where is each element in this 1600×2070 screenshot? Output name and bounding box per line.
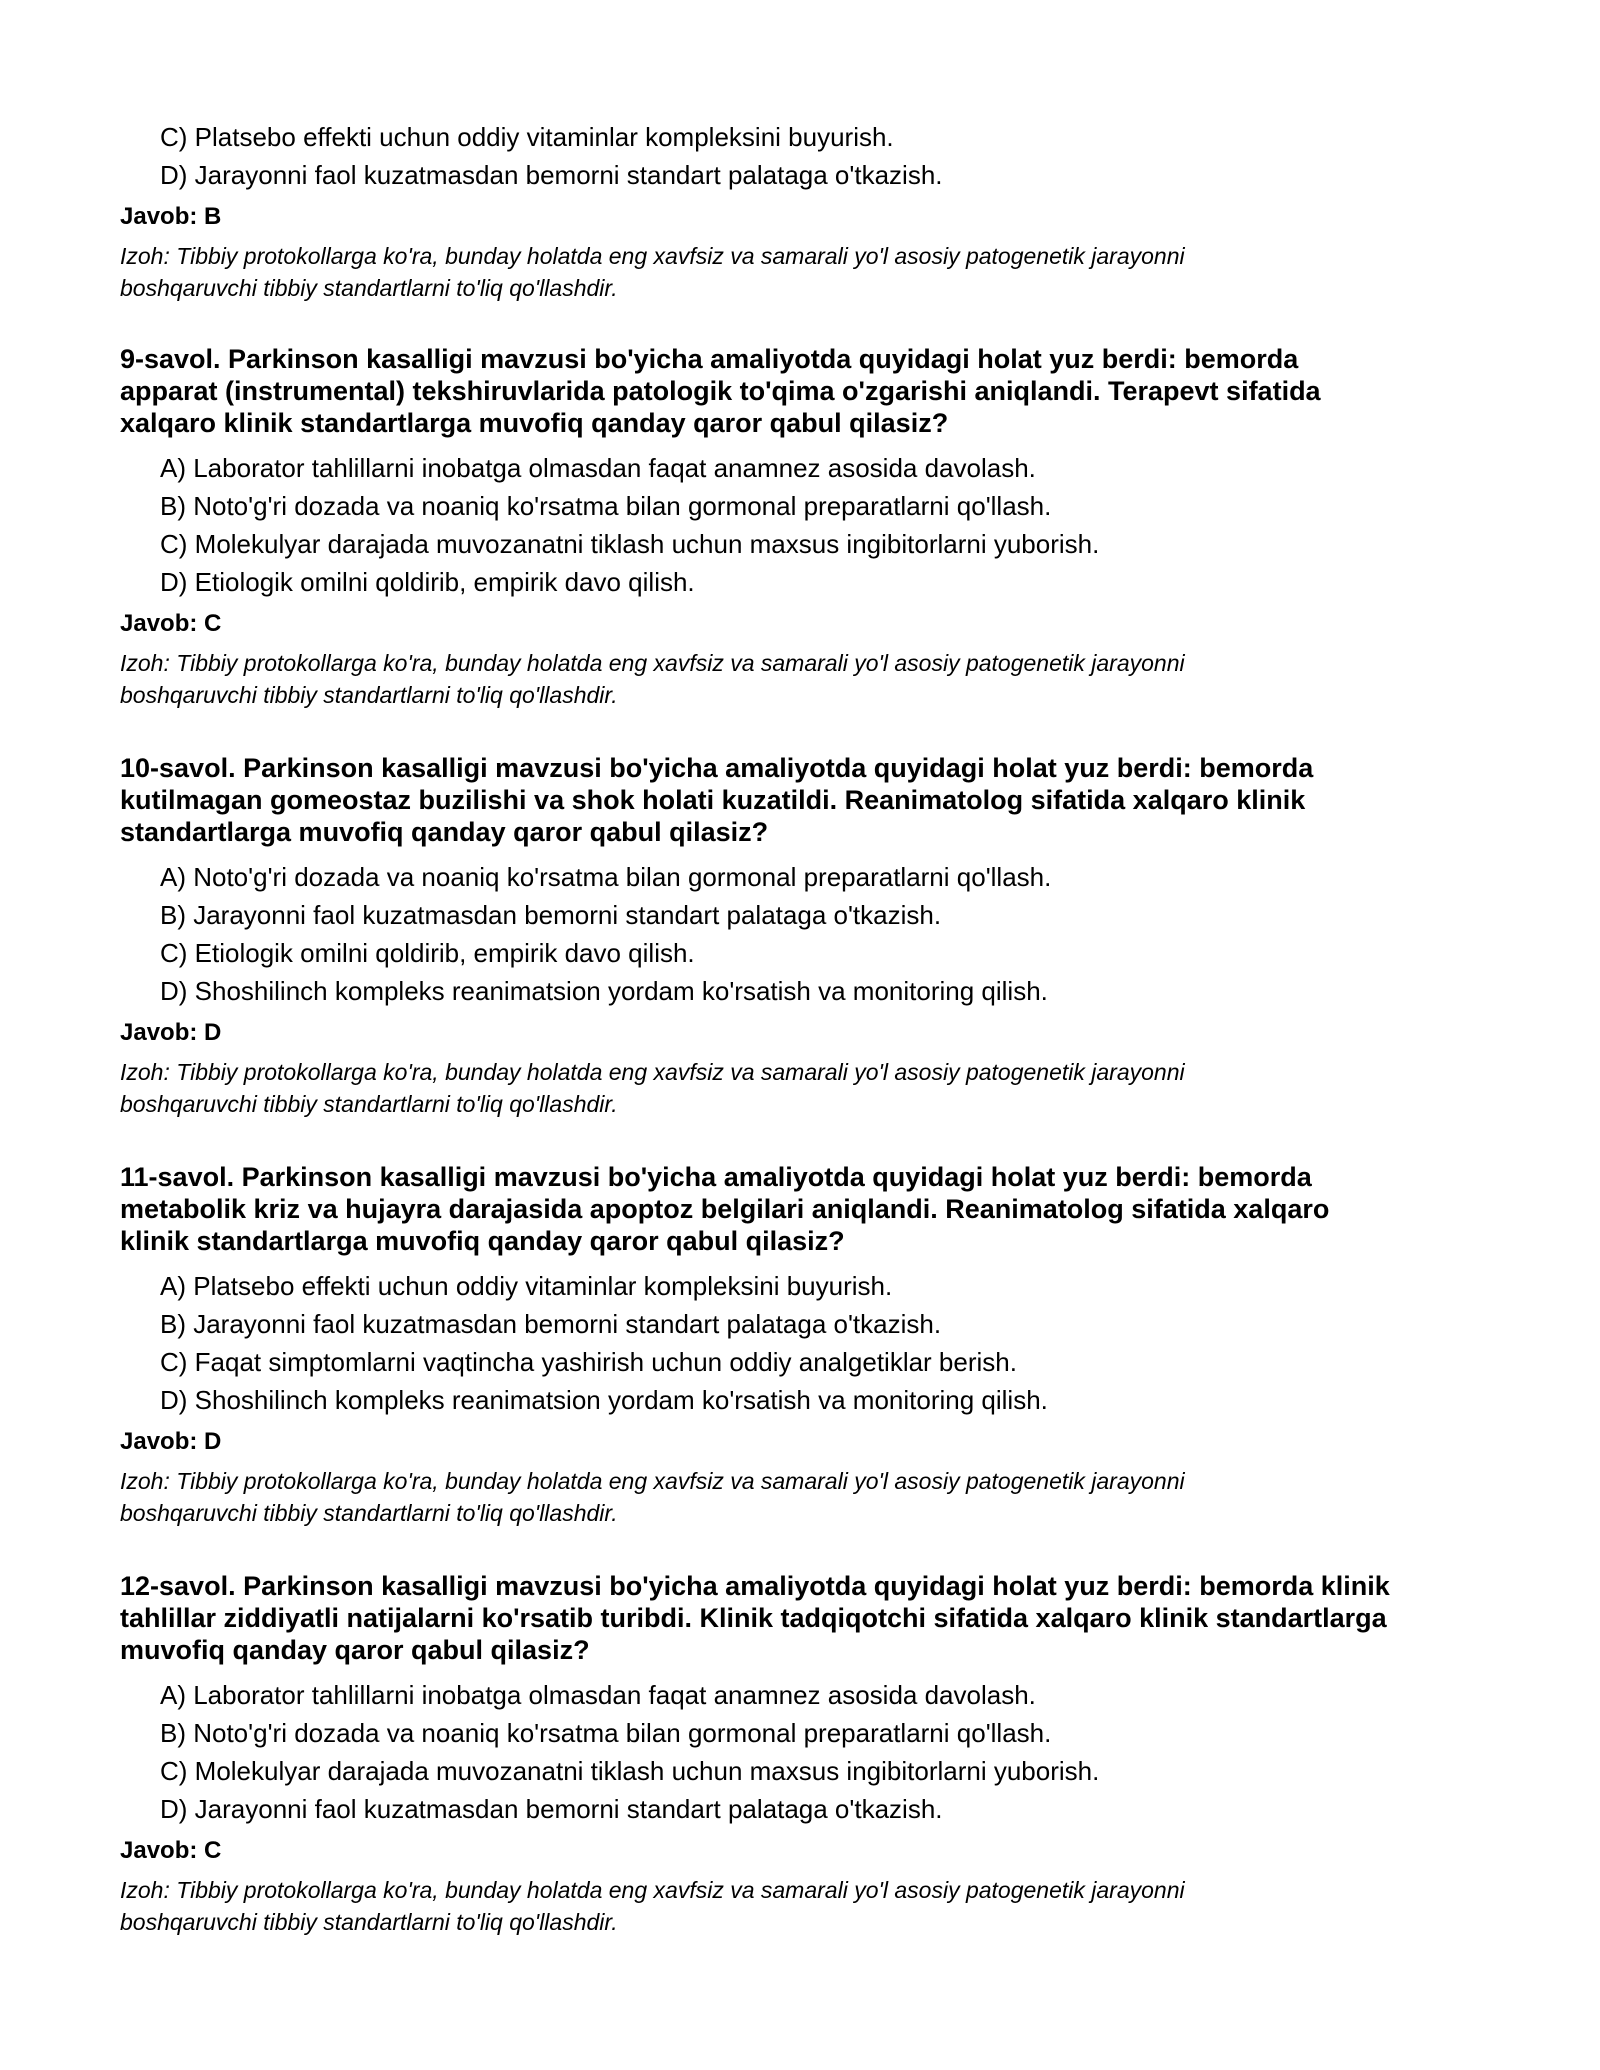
option-c: C) Molekulyar darajada muvozanatni tiklash uchun maxsus ingibitorlarni yuborish. [160, 1756, 1100, 1786]
explanation-line: Izoh: Tibbiy protokollarga ko'ra, bunday holatda eng xavfsiz va samarali yo'l asosiy patogenetik jarayonni [120, 1468, 1185, 1494]
explanation [120, 1874, 1500, 1938]
question-title-line: muvofiq qanday qaror qabul qilasiz? [120, 1635, 590, 1665]
question-title-line: klinik standartlarga muvofiq qanday qaror qabul qilasiz? [120, 1226, 845, 1256]
question-title-line: 11-savol. Parkinson kasalligi mavzusi bo'yicha amaliyotda quyidagi holat yuz berdi: bemorda [120, 1162, 1312, 1192]
explanation-line: boshqaruvchi tibbiy standartlarni to'liq qo'llashdir. [120, 682, 618, 708]
answer: Javob: D [120, 1019, 222, 1046]
explanation-line: Izoh: Tibbiy protokollarga ko'ra, bunday holatda eng xavfsiz va samarali yo'l asosiy patogenetik jarayonni [120, 1877, 1185, 1903]
question-title [120, 1161, 1500, 1257]
explanation-line: Izoh: Tibbiy protokollarga ko'ra, bunday holatda eng xavfsiz va samarali yo'l asosiy patogenetik jarayonni [120, 650, 1185, 676]
option-c: C) Molekulyar darajada muvozanatni tiklash uchun maxsus ingibitorlarni yuborish. [160, 529, 1100, 559]
question-title-line: kutilmagan gomeostaz buzilishi va shok holati kuzatildi. Reanimatolog sifatida xalqaro klinik [120, 785, 1306, 815]
answer: Javob: C [120, 610, 222, 637]
option-b: B) Noto'g'ri dozada va noaniq ko'rsatma bilan gormonal preparatlarni qo'llash. [160, 1718, 1052, 1748]
answer: Javob: D [120, 1428, 222, 1455]
question-title-line: tahlillar ziddiyatli natijalarni ko'rsatib turibdi. Klinik tadqiqotchi sifatida xalqaro klinik standartlarga [120, 1603, 1387, 1633]
question-title-line: 9-savol. Parkinson kasalligi mavzusi bo'yicha amaliyotda quyidagi holat yuz berdi: bemorda [120, 344, 1299, 374]
question-title [120, 1570, 1500, 1666]
question-title-line: apparat (instrumental) tekshiruvlarida patologik to'qima o'zgarishi aniqlandi. Terapevt sifatida [120, 376, 1321, 406]
explanation [120, 647, 1500, 711]
option-a: A) Noto'g'ri dozada va noaniq ko'rsatma bilan gormonal preparatlarni qo'llash. [160, 862, 1052, 892]
question-title-line: 10-savol. Parkinson kasalligi mavzusi bo'yicha amaliyotda quyidagi holat yuz berdi: bemorda [120, 753, 1314, 783]
question-title-line: 12-savol. Parkinson kasalligi mavzusi bo'yicha amaliyotda quyidagi holat yuz berdi: bemorda klinik [120, 1571, 1390, 1601]
explanation-line: boshqaruvchi tibbiy standartlarni to'liq qo'llashdir. [120, 1091, 618, 1117]
explanation-line: Izoh: Tibbiy protokollarga ko'ra, bunday holatda eng xavfsiz va samarali yo'l asosiy patogenetik jarayonni [120, 243, 1185, 269]
option-b: B) Noto'g'ri dozada va noaniq ko'rsatma bilan gormonal preparatlarni qo'llash. [160, 491, 1052, 521]
option-b: B) Jarayonni faol kuzatmasdan bemorni standart palataga o'tkazish. [160, 1309, 942, 1339]
option-a: A) Laborator tahlillarni inobatga olmasdan faqat anamnez asosida davolash. [160, 1680, 1036, 1710]
option-c: C) Faqat simptomlarni vaqtincha yashirish uchun oddiy analgetiklar berish. [160, 1347, 1017, 1377]
question-9 [120, 343, 1500, 711]
option-c: C) Platsebo effekti uchun oddiy vitaminlar kompleksini buyurish. [160, 122, 894, 152]
question-11 [120, 1161, 1500, 1529]
answer: Javob: C [120, 1837, 222, 1864]
option-c: C) Etiologik omilni qoldirib, empirik davo qilish. [160, 938, 695, 968]
question-title [120, 752, 1500, 848]
question-10 [120, 752, 1500, 1120]
explanation [120, 1465, 1500, 1529]
option-d: D) Jarayonni faol kuzatmasdan bemorni standart palataga o'tkazish. [160, 160, 943, 190]
explanation-line: boshqaruvchi tibbiy standartlarni to'liq qo'llashdir. [120, 275, 618, 301]
option-d: D) Etiologik omilni qoldirib, empirik davo qilish. [160, 567, 695, 597]
question-12 [120, 1570, 1500, 1938]
explanation-line: boshqaruvchi tibbiy standartlarni to'liq qo'llashdir. [120, 1500, 618, 1526]
explanation-line: boshqaruvchi tibbiy standartlarni to'liq qo'llashdir. [120, 1909, 618, 1935]
explanation [120, 240, 1500, 304]
question-title-line: standartlarga muvofiq qanday qaror qabul qilasiz? [120, 817, 769, 847]
option-d: D) Shoshilinch kompleks reanimatsion yordam ko'rsatish va monitoring qilish. [160, 976, 1048, 1006]
question-title [120, 343, 1500, 439]
explanation [120, 1056, 1500, 1120]
option-a: A) Platsebo effekti uchun oddiy vitaminlar kompleksini buyurish. [160, 1271, 893, 1301]
question-title-line: xalqaro klinik standartlarga muvofiq qanday qaror qabul qilasiz? [120, 408, 949, 438]
explanation-line: Izoh: Tibbiy protokollarga ko'ra, bunday holatda eng xavfsiz va samarali yo'l asosiy patogenetik jarayonni [120, 1059, 1185, 1085]
option-d: D) Shoshilinch kompleks reanimatsion yordam ko'rsatish va monitoring qilish. [160, 1385, 1048, 1415]
option-d: D) Jarayonni faol kuzatmasdan bemorni standart palataga o'tkazish. [160, 1794, 943, 1824]
carryover-block [120, 118, 1500, 304]
option-a: A) Laborator tahlillarni inobatga olmasdan faqat anamnez asosida davolash. [160, 453, 1036, 483]
option-b: B) Jarayonni faol kuzatmasdan bemorni standart palataga o'tkazish. [160, 900, 942, 930]
question-title-line: metabolik kriz va hujayra darajasida apoptoz belgilari aniqlandi. Reanimatolog sifatida xalqaro [120, 1194, 1330, 1224]
answer: Javob: B [120, 203, 222, 230]
